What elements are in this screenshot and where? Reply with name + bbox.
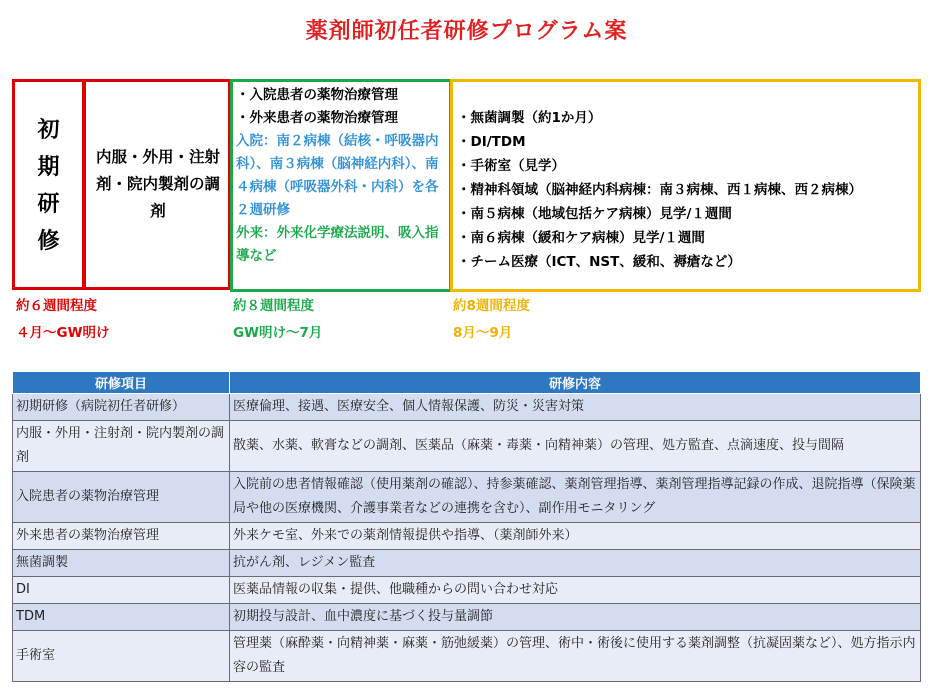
initial-training-char: 研: [37, 192, 60, 217]
table-row: [13, 421, 921, 472]
duration-length: 約8週間程度: [453, 298, 530, 314]
page-title: 薬剤師初任者研修プログラム案: [305, 19, 628, 44]
training-item-cell: 無菌調製: [13, 550, 230, 577]
drug-therapy-box: [230, 79, 452, 292]
training-table: [12, 371, 921, 682]
list-item: ・チーム医療（ICT、NST、緩和、褥瘡など）: [457, 254, 741, 270]
initial-training-label: [15, 112, 82, 260]
initial-training-char: 修: [37, 229, 60, 254]
table-header-row: [13, 372, 921, 394]
duration-red: [16, 293, 109, 347]
dispensing-label: 内服・外用・注射剤・院内製剤の調剤: [95, 148, 220, 220]
training-item-cell: 初期研修（病院初任者研修）: [13, 394, 230, 421]
duration-length: 約８週間程度: [233, 298, 314, 314]
training-item-cell: DI: [13, 577, 230, 604]
training-content-cell: 医療倫理、接遇、医療安全、個人情報保護、防災・災害対策: [230, 394, 921, 421]
training-content-cell: 散薬、水薬、軟膏などの調剤、医薬品（麻薬・毒薬・向精神薬）の管理、処方監査、点滴速度、投与間隔: [230, 421, 921, 472]
list-item: ・南６病棟（緩和ケア病棟）見学/１週間: [457, 230, 705, 246]
column-header-item: 研修項目: [13, 372, 230, 394]
list-item: ・南５病棟（地域包括ケア病棟）見学/１週間: [457, 206, 732, 222]
outpatient-management-label: ・外来患者の薬物治療管理: [236, 110, 398, 126]
table-row: [13, 394, 921, 421]
column-header-content: 研修内容: [230, 372, 921, 394]
table-row: [13, 631, 921, 682]
duration-period: 8月～9月: [453, 325, 513, 341]
table-row: [13, 604, 921, 631]
training-item-cell: 内服・外用・注射剤・院内製剤の調剤: [13, 421, 230, 472]
outpatient-text: 外来：外来化学療法説明、吸入指導など: [236, 225, 439, 264]
table-row: [13, 550, 921, 577]
list-item: ・無菌調製（約1か月）: [457, 110, 602, 126]
dispensing-box: [84, 79, 231, 290]
training-content-cell: 入院前の患者情報確認（使用薬剤の確認）、持参薬確認、薬剤管理指導、薬剤管理指導記録の作成、退院指導（保険薬局や他の医療機関、介護事業者などの連携を含む）、副作用モニタリング: [230, 472, 921, 523]
training-item-cell: 手術室: [13, 631, 230, 682]
duration-period: GW明け～7月: [233, 325, 323, 341]
inpatient-management-label: ・入院患者の薬物治療管理: [236, 87, 398, 103]
table-row: [13, 472, 921, 523]
training-content-cell: 外来ケモ室、外来での薬剤情報提供や指導、（薬剤師外来）: [230, 523, 921, 550]
training-content-cell: 医薬品情報の収集・提供、他職種からの問い合わせ対応: [230, 577, 921, 604]
training-item-cell: 外来患者の薬物治療管理: [13, 523, 230, 550]
initial-training-char: 期: [37, 155, 60, 180]
duration-period: ４月～GW明け: [16, 325, 110, 341]
training-content-cell: 管理薬（麻酔薬・向精神薬・麻薬・筋弛緩薬）の管理、術中・術後に使用する薬剤調整（抗凝固薬など）、処方指示内容の監査: [230, 631, 921, 682]
training-item-cell: 入院患者の薬物治療管理: [13, 472, 230, 523]
list-item: ・DI/TDM: [457, 134, 526, 150]
list-item: ・手術室（見学）: [457, 158, 565, 174]
initial-training-box: [12, 79, 85, 290]
initial-training-char: 初: [37, 118, 60, 143]
table-row: [13, 523, 921, 550]
training-item-cell: TDM: [13, 604, 230, 631]
table-row: [13, 577, 921, 604]
training-content-cell: 抗がん剤、レジメン監査: [230, 550, 921, 577]
inpatient-ward-text: 入院：南２病棟（結核・呼吸器内科）、南３病棟（脳神経内科）、南４病棟（呼吸器外科・内科）を各２週研修: [236, 133, 439, 218]
duration-green: [233, 293, 322, 347]
list-item: ・精神科領域（脳神経内科病棟：南３病棟、西１病棟、西２病棟）: [457, 182, 862, 198]
other-training-list: [457, 106, 862, 274]
other-training-box: [450, 79, 921, 292]
duration-length: 約６週間程度: [16, 298, 97, 314]
training-content-cell: 初期投与設計、血中濃度に基づく投与量調節: [230, 604, 921, 631]
duration-yellow: [453, 293, 530, 347]
